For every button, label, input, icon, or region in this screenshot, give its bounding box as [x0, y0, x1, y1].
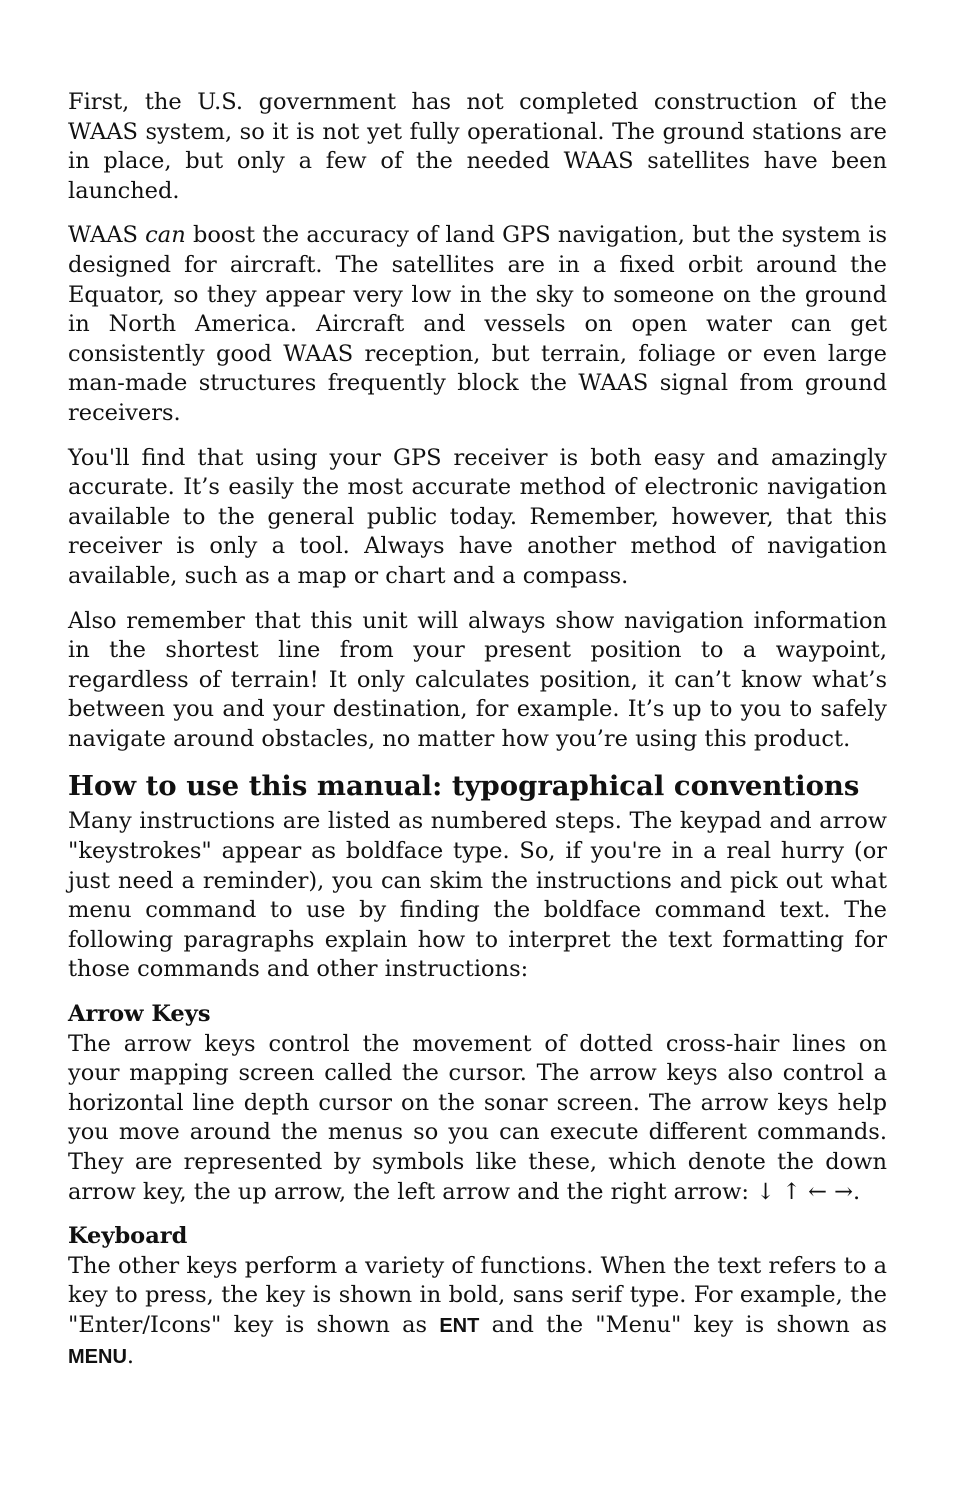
paragraph-keyboard: [68, 1252, 887, 1372]
paragraph-waas-accuracy: [68, 221, 887, 428]
paragraph-waas-status: First, the U.S. government has not completed construction of the WAAS system, so it is not yet fully operational. The ground stations are in place, but only a few of the needed WAAS satellites have been launched.: [68, 89, 887, 204]
paragraph-conventions-intro: Many instructions are listed as numbered steps. The keypad and arrow "keystrokes" appear as boldface type. So, if you're in a real hurry (or just need a reminder), you can skim the instructions and pick out what menu command to use by finding the boldface command text. The following paragraphs explain how to interpret the text formatting for those commands and other instructions:: [68, 808, 887, 983]
ent-key-label: ENT: [439, 1314, 480, 1337]
arrow-symbols-icon: ↓ ↑ ← →: [756, 1178, 854, 1205]
arrow-keys-end: .: [853, 1178, 861, 1205]
arrow-keys-heading: Arrow Keys: [68, 1001, 211, 1028]
keyboard-heading: Keyboard: [68, 1223, 188, 1250]
keyboard-end: .: [126, 1342, 135, 1369]
arrow-keys-text: The arrow keys control the movement of dotted cross-hair lines on your mapping screen called the cursor. The arrow keys also control a horizontal line depth cursor on the sonar screen. The arrow keys help you move around the menus so you can execute different commands. They are represented by symbols like these, which denote the down arrow key, the up arrow, the left arrow and the right arrow:: [68, 1030, 887, 1205]
section-heading: How to use this manual: typographical conventions: [68, 770, 860, 803]
menu-key-label: MENU: [68, 1345, 127, 1368]
paragraph-arrow-keys: [68, 1030, 887, 1208]
waas-prefix: WAAS: [68, 222, 146, 249]
waas-rest: boost the accuracy of land GPS navigation, but the system is designed for aircraft. The satellites are in a fixed orbit around the Equator, so they appear very low in the sky to someone on the ground in North America. Aircraft and vessels on open water can get consistently good WAAS reception, but terrain, foliage or even large man-made structures frequently block the WAAS signal from ground receivers.: [68, 222, 887, 426]
emphasis-can: can: [145, 222, 186, 249]
keyboard-text-before: The other keys perform a variety of functions. When the text refers to a key to press, the key is shown in bold, sans serif type. For example, the "Enter/Icons" key is shown as: [68, 1252, 887, 1338]
manual-page: [68, 88, 887, 1387]
paragraph-gps-accuracy: You'll find that using your GPS receiver is both easy and amazingly accurate. It’s easily the most accurate method of electronic navigation available to the general public today. Remember, however, that this receiver is only a tool. Always have another method of navigation available, such as a map or chart and a compass.: [68, 444, 887, 589]
paragraph-navigation-warning: Also remember that this unit will always show navigation information in the shortest line from your present position to a waypoint, regardless of terrain! It only calculates position, it can’t know what’s between you and your destination, for example. It’s up to you to safely navigate around obstacles, no matter how you’re using this product.: [68, 607, 887, 752]
keyboard-text-middle: and the "Menu" key is shown as: [479, 1311, 887, 1338]
